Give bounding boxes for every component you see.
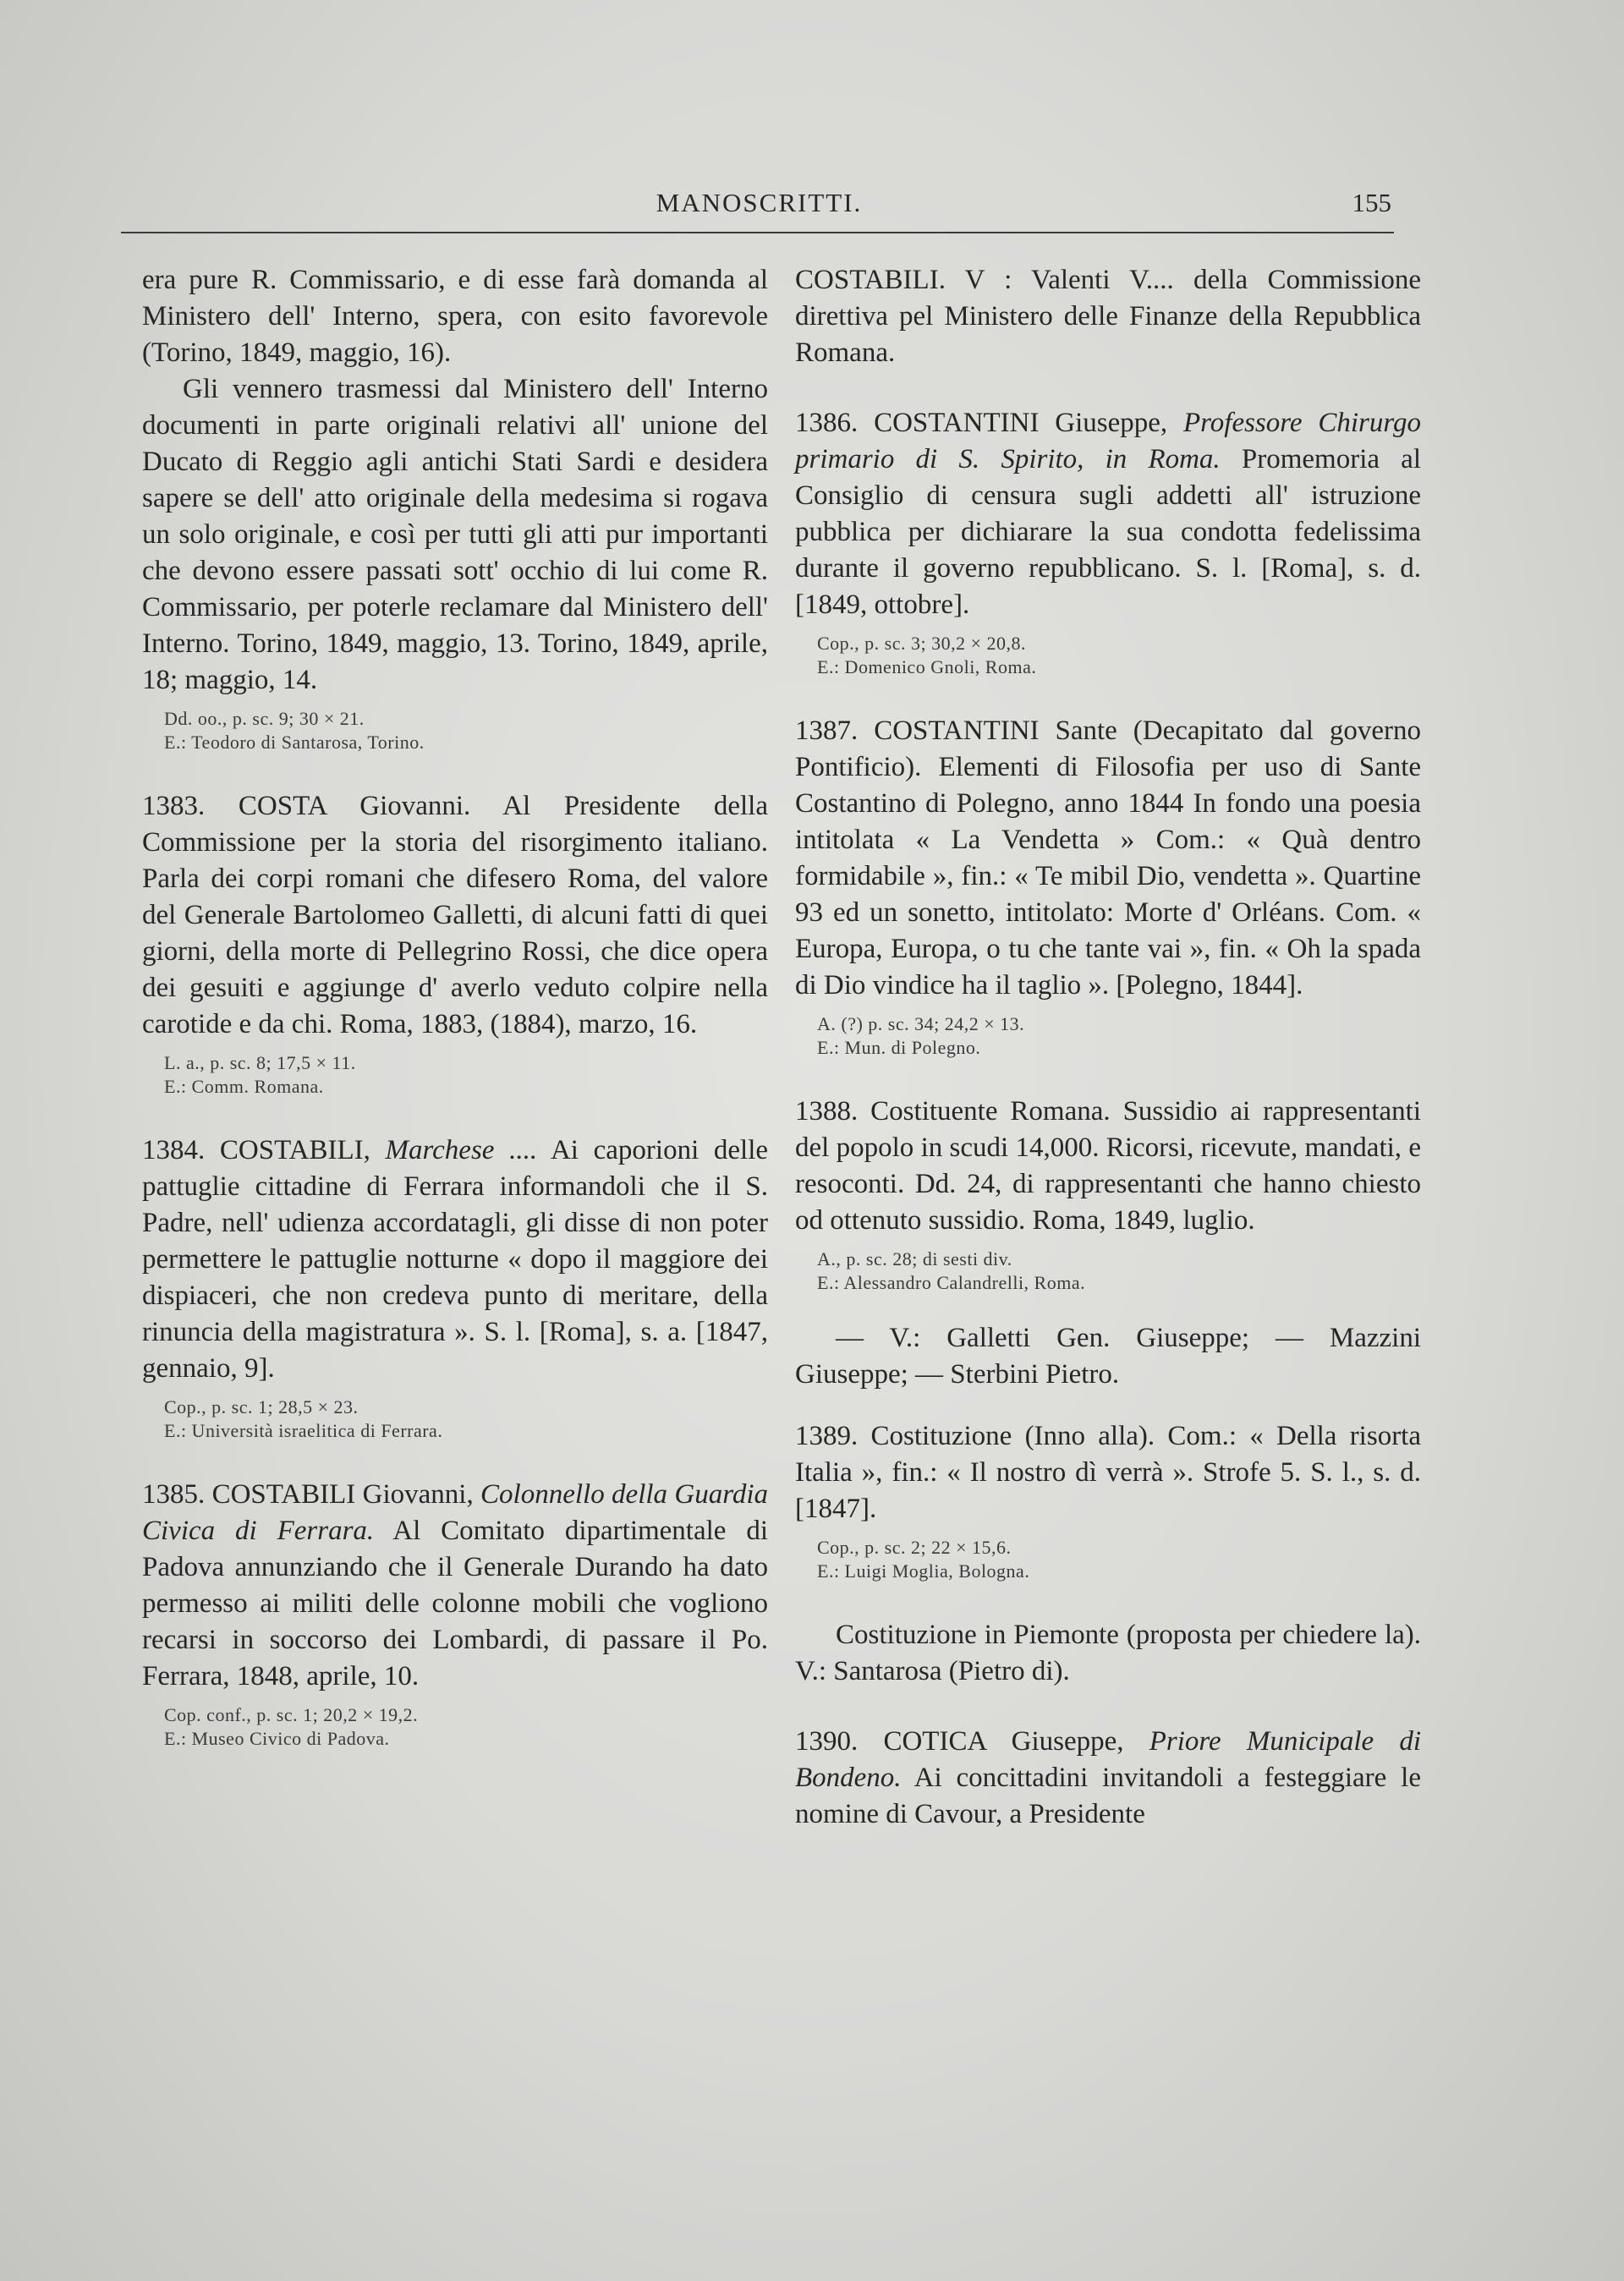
catalog-entry-1388 <box>795 1094 1429 1295</box>
entry-text: Promemoria al Consiglio di censura sugli addetti all' istruzione pubblica per dichiarare la sua condotta fedelissima durante il governo repubblicano. S. l. [Roma], s. d. [1849, ottobre]. <box>795 444 1429 620</box>
entry-title-italic: Colonnello della Guardia Civica di Ferrara. <box>142 1479 768 1546</box>
cross-reference: — V.: Galletti Gen. Giuseppe; — Mazzini Giuseppe; — Sterbini Pietro. <box>795 1323 1429 1390</box>
entry-metadata: Cop. conf., p. sc. 1; 20,2 × 19,2. E.: Museo Civico di Padova. <box>164 1704 419 1749</box>
entry-name: Costituente Romana. <box>870 1096 1111 1127</box>
entry-text: Com.: « Della risorta Italia », fin.: « Il nostro dì verrà ». Strofe 5. S. l., s. d. [1847]. <box>795 1421 1429 1524</box>
entry-text: Al Presidente della Commissione per la storia del risorgimento italiano. Parla dei corpi romani che difesero Roma, del valore del Generale Bartolomeo Galletti, di alcuni fatti di quei giorni, della morte di Pellegrino Rossi, che dice opera dei gesuiti e aggiunge d' averlo veduto colpire nella carotide e da chi. Roma, 1883, (1884), marzo, 16. <box>142 791 776 1039</box>
entry-metadata: L. a., p. sc. 8; 17,5 × 11. E.: Comm. Romana. <box>164 1052 356 1097</box>
catalog-entry-1384 <box>142 1132 776 1443</box>
entry-text: Sussidio ai rappresentanti del popolo in scudi 14,000. Ricorsi, ricevute, mandati, e resoconti. Dd. 24, di rappresentanti che hanno chiesto od ottenuto sussidio. Roma, 1849, luglio. <box>795 1096 1429 1236</box>
entry-number: 1386. <box>795 408 859 438</box>
right-column <box>795 262 1429 1833</box>
left-column <box>142 262 776 1751</box>
cross-reference: Costituzione in Piemonte (proposta per chiedere la). V.: Santarosa (Pietro di). <box>795 1620 1428 1686</box>
entry-number: 1388. <box>795 1096 859 1127</box>
catalog-entry-1383 <box>142 788 776 1099</box>
entry-metadata: Cop., p. sc. 2; 22 × 15,6. E.: Luigi Moglia, Bologna. <box>817 1537 1030 1582</box>
catalog-entry-1389 <box>795 1418 1429 1583</box>
entry-metadata: A. (?) p. sc. 34; 24,2 × 13. E.: Mun. di Polegno. <box>817 1013 1025 1058</box>
continuation-paragraph: era pure R. Commissario, e di esse farà domanda al Ministero dell' Interno, spera, con esito favorevole (Torino, 1849, maggio, 16). <box>142 265 776 368</box>
entry-metadata: Cop., p. sc. 1; 28,5 × 23. E.: Università israelitica di Ferrara. <box>164 1396 443 1441</box>
entry-text: Ai concittadini invitandoli a festeggiare le nomine di Cavour, a Presidente <box>795 1763 1429 1829</box>
entry-text: Ai caporioni delle pattuglie cittadine di Ferrara informandoli che il S. Padre, nell' udienza accordatagli, gli disse di non poter permettere le pattuglie notturne « dopo il maggiore dei dispiaceri, che non credeva punto di meritare, della rinuncia della magistratura ». S. l. [Roma], s. a. [1847, gennaio, 9]. <box>142 1135 776 1384</box>
running-head <box>127 188 1391 230</box>
entry-number: 1389. <box>795 1421 859 1451</box>
entry-number: 1390. <box>795 1726 859 1757</box>
entry-name: COSTA Giovanni. <box>238 791 471 821</box>
entry-name: COTICA Giuseppe, <box>883 1726 1124 1757</box>
entry-title-italic: Priore Municipale di Bondeno. <box>795 1726 1422 1793</box>
header-rule <box>121 232 1394 233</box>
entry-metadata: Dd. oo., p. sc. 9; 30 × 21. E.: Teodoro di Santarosa, Torino. <box>164 708 425 753</box>
entry-name: COSTANTINI Giuseppe, <box>874 408 1168 438</box>
entry-name: COSTABILI Giovanni, <box>211 1479 474 1510</box>
catalog-entry-1386 <box>795 405 1429 679</box>
entry-number: 1385. <box>142 1479 206 1510</box>
entry-metadata: A., p. sc. 28; di sesti div. E.: Alessandro Calandrelli, Roma. <box>817 1248 1086 1293</box>
entry-name: Costituzione (Inno alla). <box>870 1421 1155 1451</box>
entry-number: 1383. <box>142 791 206 821</box>
entry-text: Elementi di Filosofia per uso di Sante Costantino di Polegno, anno 1844 In fondo una poesia intitolata « La Vendetta » Com.: « Quà dentro formidabile », fin.: « Te mibil Dio, vendetta ». Quartine 93 ed un sonetto, intitolato: Morte d' Orléans. Com. « Europa, Europa, o tu che tante vai », fin. « Oh la spada di Dio vindice ha il taglio ». [Polegno, 1844]. <box>795 752 1429 1001</box>
entry-name: COSTANTINI Sante (Decapitato dal governo Pontificio). <box>795 716 1422 782</box>
cross-reference: COSTABILI. V : Valenti V.... della Commissione direttiva pel Ministero delle Finanze della Repubblica Romana. <box>795 265 1429 368</box>
entry-number: 1384. <box>142 1135 206 1165</box>
running-title: MANOSCRITTI. <box>656 188 863 217</box>
catalog-entry-1387 <box>795 713 1429 1060</box>
entry-text: Al Comitato dipartimentale di Padova annunziando che il Generale Durando ha dato permesso ai militi delle colonne mobili che vogliono recarsi in soccorso dei Lombardi, di passare il Po. Ferrara, 1848, aprile, 10. <box>142 1516 776 1692</box>
entry-title-italic: Marchese .... <box>385 1135 538 1165</box>
catalog-entry-1385 <box>142 1477 776 1751</box>
paragraph: Gli vennero trasmessi dal Ministero dell' Interno documenti in parte originali relativi all' unione del Ducato di Reggio agli antichi Stati Sardi e desidera sapere se dell' atto originale della medesima si rogava un solo originale, e così per tutti gli atti pur importanti che devono essere passati sott' occhio di lui come R. Commissario, per poterle reclamare dal Ministero dell' Interno. Torino, 1849, maggio, 13. Torino, 1849, aprile, 18; maggio, 14. <box>142 374 776 695</box>
entry-title-italic: Professore Chirurgo primario di S. Spirito, in Roma. <box>795 408 1422 474</box>
page-number: 155 <box>1352 188 1391 217</box>
entry-metadata: Cop., p. sc. 3; 30,2 × 20,8. E.: Domenico Gnoli, Roma. <box>817 633 1037 677</box>
entry-number: 1387. <box>795 716 859 746</box>
catalog-entry-1390 <box>795 1724 1429 1833</box>
entry-name: COSTABILI, <box>219 1135 370 1165</box>
